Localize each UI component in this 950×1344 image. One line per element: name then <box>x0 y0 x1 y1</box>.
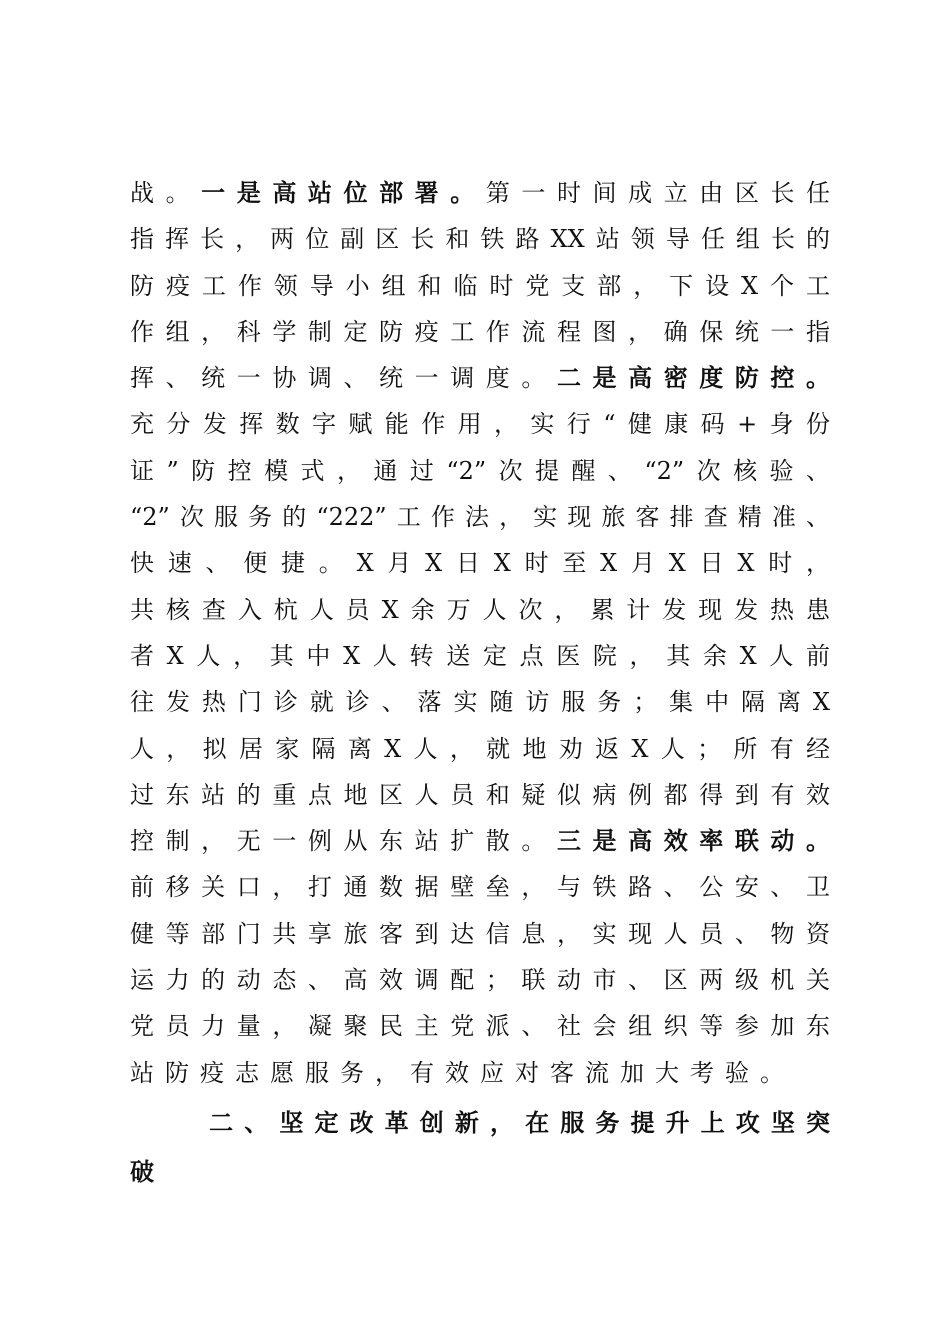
text-segment: “2”次服务的“222”工作法，实现旅客排查精准、 <box>130 503 830 532</box>
paragraph-line <box>130 911 830 957</box>
paragraph-line <box>130 818 830 864</box>
paragraph-line <box>130 170 830 216</box>
paragraph-line <box>130 1050 830 1096</box>
text-segment: 挥、统一协调、统一调度。 <box>130 364 557 393</box>
text-segment: 控制，无一例从东站扩散。 <box>130 827 557 856</box>
paragraph-line <box>130 448 830 494</box>
paragraph-line <box>130 540 830 586</box>
text-segment: 充分发挥数字赋能作用，实行“健康码+身份 <box>130 410 830 439</box>
text-segment: 战。 <box>130 179 202 207</box>
paragraph-line <box>130 679 830 725</box>
text-segment: 党员力量，凝聚民主党派、社会组织等参加东 <box>130 1012 830 1041</box>
paragraph-line <box>130 263 830 309</box>
paragraph-line <box>130 957 830 1003</box>
paragraph-line <box>130 587 830 633</box>
paragraph-line <box>130 726 830 772</box>
text-segment: 者X人，其中X人转送定点医院，其余X人前 <box>130 641 830 670</box>
paragraph-line <box>130 309 830 355</box>
paragraph-line <box>130 772 830 818</box>
paragraph-line <box>130 494 830 540</box>
text-segment: 运力的动态、高效调配；联动市、区两级机关 <box>130 966 830 995</box>
text-segment: 快速、便捷。X月X日X时至X月X日X时， <box>130 549 830 578</box>
bold-phrase: 三是高效率联动。 <box>556 826 831 856</box>
text-segment: 指挥长，两位副区长和铁路XX站领导任组长的 <box>130 225 830 254</box>
text-segment: 站防疫志愿服务，有效应对客流加大考验。 <box>130 1058 795 1087</box>
section-heading-continued: 破 <box>130 1156 154 1186</box>
section-heading-text: 二、坚定改革创新，在服务提升上攻坚突 <box>198 1107 830 1137</box>
paragraph-line <box>130 1003 830 1049</box>
text-segment: 证”防控模式，通过“2”次提醒、“2”次核验、 <box>130 456 830 485</box>
paragraph-line <box>130 864 830 910</box>
text-segment: 过东站的重点地区人员和疑似病例都得到有效 <box>130 780 830 809</box>
paragraph-line <box>130 355 830 401</box>
paragraph-line <box>130 401 830 447</box>
paragraph-line <box>130 633 830 679</box>
text-segment: 健等部门共享旅客到达信息，实现人员、物资 <box>130 919 830 948</box>
text-segment: 往发热门诊就诊、落实随访服务；集中隔离X <box>130 688 830 717</box>
section-heading <box>130 1098 830 1148</box>
document-body <box>130 170 830 1196</box>
text-segment: 前移关口，打通数据壁垒，与铁路、公安、卫 <box>130 873 830 902</box>
paragraph-line <box>130 216 830 262</box>
text-segment: 第一时间成立由区长任 <box>485 179 831 207</box>
text-segment: 作组，科学制定防疫工作流程图，确保统一指 <box>130 317 830 346</box>
bold-phrase: 二是高密度防控。 <box>556 363 831 393</box>
text-segment: 共核查入杭人员X余万人次，累计发现发热患 <box>130 595 830 624</box>
text-segment: 防疫工作领导小组和临时党支部，下设X个工 <box>130 271 830 300</box>
text-segment: 人，拟居家隔离X人，就地劝返X人；所有经 <box>130 734 830 763</box>
bold-phrase: 一是高站位部署。 <box>201 178 486 207</box>
